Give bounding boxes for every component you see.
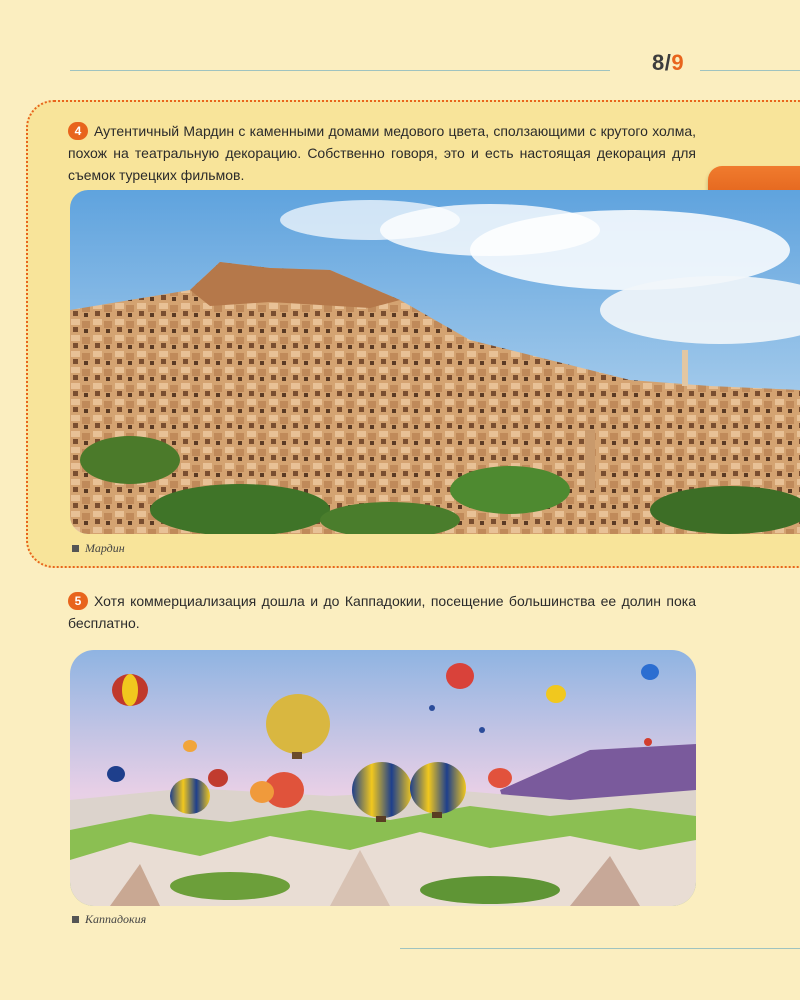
section-number-badge: 5 <box>68 592 88 610</box>
paragraph-5 <box>68 590 696 634</box>
caption-text: Мардин <box>85 541 125 555</box>
page-total: 9 <box>671 50 685 75</box>
page-number <box>652 50 684 76</box>
footer-rule <box>400 948 800 949</box>
paragraph-4 <box>68 120 696 186</box>
mardin-photo <box>70 190 800 534</box>
mardin-caption <box>72 541 125 556</box>
page-current: 8/ <box>652 50 672 75</box>
caption-bullet <box>72 545 79 552</box>
cappadocia-photo <box>70 650 696 906</box>
header-rule <box>70 70 610 71</box>
caption-text: Каппадокия <box>85 912 147 926</box>
paragraph-5-text: Хотя коммерциализация дошла и до Каппадокии, посещение большинства ее долин пока бесплатно. <box>68 593 696 631</box>
header-rule-right <box>700 70 800 71</box>
paragraph-4-text: Аутентичный Мардин с каменными домами медового цвета, сползающими с крутого холма, похож на театральную декорацию. Собственно говоря, это и есть настоящая декорация для съемок турецких фильмов. <box>68 123 696 183</box>
section-number-badge: 4 <box>68 122 88 140</box>
caption-bullet <box>72 916 79 923</box>
cappadocia-caption <box>72 912 146 927</box>
